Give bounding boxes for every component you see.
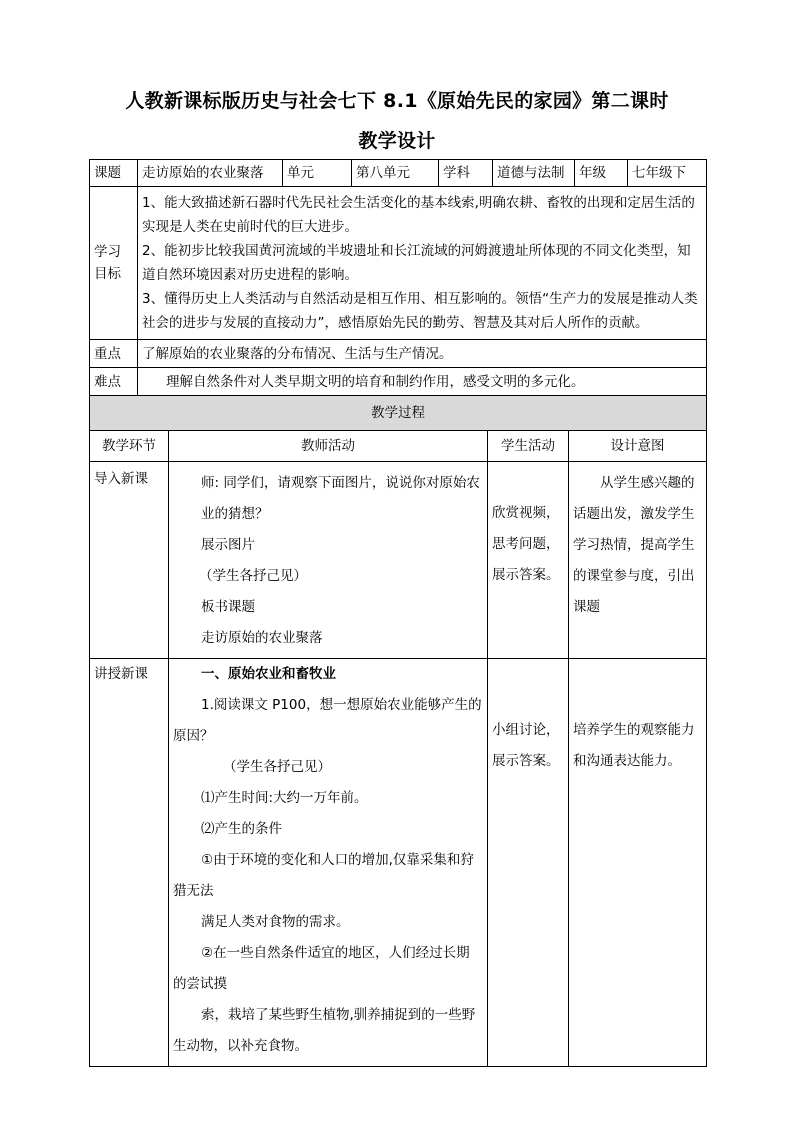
- lecture-teacher-line: 索，栽培了某些野生植物,驯养捕捉到的一些野生动物，以补充食物。: [173, 1007, 476, 1054]
- intro-teacher: [169, 462, 488, 659]
- lecture-student: 小组讨论，展示答案。: [488, 659, 569, 1067]
- topic-row: [90, 160, 707, 187]
- key-point-label: 重点: [90, 340, 138, 368]
- difficulty-row: [90, 368, 707, 396]
- goal-item-3: 3、懂得历史上人类活动与自然活动是相互作用、相互影响的。领悟“生产力的发展是推动人类社会的进步与发展的直接动力”，感悟原始先民的勤劳、智慧及其对后人所作的贡献。: [142, 291, 698, 331]
- difficulty-label: 难点: [90, 368, 138, 396]
- lecture-row: [90, 659, 707, 1067]
- unit-label: 单元: [283, 160, 352, 187]
- lecture-teacher-line: ⑵产生的条件: [201, 821, 282, 837]
- lecture-teacher-line: ②在一些自然条件适宜的地区，人们经过长期的尝试摸: [173, 945, 470, 992]
- unit-value: 第八单元: [352, 160, 439, 187]
- key-point-value: 了解原始的农业聚落的分布情况、生活与生产情况。: [138, 340, 707, 368]
- process-header-row: [90, 431, 707, 462]
- intro-row: [90, 462, 707, 659]
- intro-intent: 从学生感兴趣的话题出发，激发学生学习热情，提高学生的课堂参与度，引出课题: [569, 462, 707, 659]
- difficulty-value: 理解自然条件对人类早期文明的培育和制约作用，感受文明的多元化。: [138, 368, 707, 396]
- grade-label: 年级: [575, 160, 628, 187]
- goals-label-line-2: 目标: [94, 266, 121, 282]
- topic-label: 课题: [90, 160, 138, 187]
- lecture-teacher-line: 1.阅读课文 P100，想一想原始农业能够产生的原因？: [173, 697, 482, 744]
- topic-value: 走访原始的农业聚落: [138, 160, 283, 187]
- goal-item-1: 1、能大致描述新石器时代先民社会生活变化的基本线索,明确农耕、畜牧的出现和定居生活的实现是人类在史前时代的巨大进步。: [142, 195, 695, 235]
- intro-student: 欣赏视频，思考问题，展示答案。: [488, 462, 569, 659]
- process-banner-row: [90, 396, 707, 431]
- header-intent: 设计意图: [569, 431, 707, 462]
- lecture-teacher-line: ⑴产生时间:大约一万年前。: [201, 790, 368, 806]
- lecture-teacher: [169, 659, 488, 1067]
- intro-stage: 导入新课: [90, 462, 169, 659]
- intro-teacher-line: 走访原始的农业聚落: [201, 630, 323, 646]
- lecture-teacher-line: ①由于环境的变化和人口的增加,仅靠采集和狩猎无法: [173, 852, 474, 899]
- teaching-process-table: [89, 395, 707, 1067]
- header-student: 学生活动: [488, 431, 569, 462]
- subject-label: 学科: [439, 160, 493, 187]
- lecture-teacher-line: （学生各抒己见）: [223, 759, 331, 775]
- intro-teacher-line: （学生各抒己见）: [199, 568, 307, 584]
- key-point-row: [90, 340, 707, 368]
- goals-content: [138, 187, 707, 340]
- grade-value: 七年级下: [628, 160, 707, 187]
- goal-item-2: 2、能初步比较我国黄河流域的半坡遗址和长江流域的河姆渡遗址所体现的不同文化类型，知道自然环境因素对历史进程的影响。: [142, 243, 691, 283]
- lesson-info-table: [89, 159, 707, 396]
- document-subtitle: 教学设计: [358, 130, 436, 152]
- lecture-heading: 一、原始农业和畜牧业: [201, 666, 336, 682]
- lecture-intent: 培养学生的观察能力和沟通表达能力。: [569, 659, 707, 1067]
- header-stage: 教学环节: [90, 431, 169, 462]
- lecture-stage: 讲授新课: [90, 659, 169, 1067]
- process-banner: 教学过程: [90, 396, 707, 431]
- intro-teacher-line: 师: 同学们，请观察下面图片，说说你对原始农业的猜想？: [201, 475, 480, 522]
- goals-label-line-1: 学习: [94, 244, 121, 260]
- subject-value: 道德与法制: [493, 160, 575, 187]
- goals-row: [90, 187, 707, 340]
- goals-label: [90, 187, 138, 340]
- document-title: 人教新课标版历史与社会七下 8.1《原始先民的家园》第二课时: [125, 90, 669, 112]
- intro-teacher-line: 板书课题: [201, 599, 255, 615]
- header-teacher: 教师活动: [169, 431, 488, 462]
- lecture-teacher-line: 满足人类对食物的需求。: [201, 914, 350, 930]
- intro-teacher-line: 展示图片: [201, 537, 255, 553]
